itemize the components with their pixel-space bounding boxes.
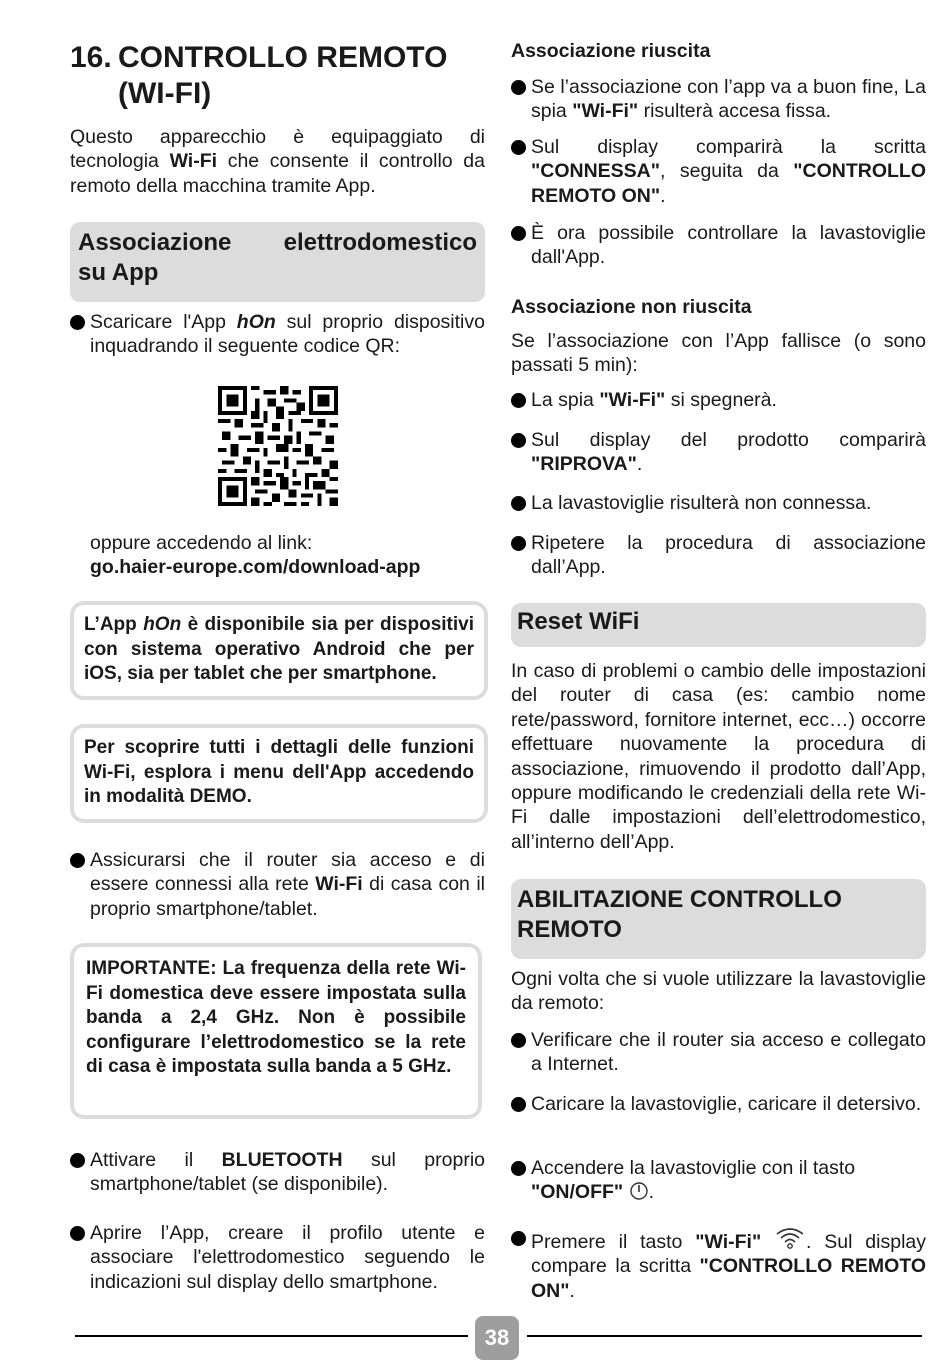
bullet-dot <box>511 1033 526 1048</box>
bullet-dot <box>70 1153 85 1168</box>
bullet-dot <box>70 315 85 330</box>
power-icon <box>629 1180 649 1202</box>
bullet-dot <box>511 226 526 241</box>
bullet-success-2: Sul display comparirà la scritta "CONNESSA", seguita da "CONTROLLO REMOTO ON". <box>511 135 926 208</box>
fail-intro: Se l’associazione con l’App fallisce (o sono passati 5 min): <box>511 330 926 377</box>
bullet-download-app: Scaricare l'App hOn sul proprio dispositivo inquadrando il seguente codice QR: <box>70 310 485 359</box>
footer-rule-right <box>527 1335 922 1337</box>
reset-wifi-heading: Reset WiFi <box>511 603 926 647</box>
bullet-enable-1: Verificare che il router sia acceso e collegato a Internet. <box>511 1028 926 1077</box>
title-line-2: (WI-FI) <box>118 77 212 110</box>
bullet-enable-4: Premere il tasto "Wi-Fi" . Sul display compare la scritta "CONTROLLO REMOTO ON". <box>511 1226 926 1303</box>
bullet-dot <box>511 140 526 155</box>
bullet-dot <box>70 853 85 868</box>
bullet-enable-3: Accendere la lavastoviglie con il tasto "ON/OFF" . <box>511 1156 926 1205</box>
bullet-fail-1: La spia "Wi-Fi" si spegnerà. <box>511 388 926 412</box>
bullet-open-app: Aprire l’App, creare il profilo utente e associare l'elettrodomestico seguendo le indicazioni sul display dello smartphone. <box>70 1221 485 1294</box>
download-link[interactable]: go.haier-europe.com/download-app <box>90 556 421 579</box>
bullet-dot <box>70 1226 85 1241</box>
bullet-success-1: Se l’associazione con l’app va a buon fine, La spia "Wi-Fi" risulterà accesa fissa. <box>511 75 926 124</box>
bullet-fail-3: La lavastoviglie risulterà non connessa. <box>511 491 926 515</box>
reset-wifi-paragraph: In caso di problemi o cambio delle impostazioni del router di casa (es: cambio nome rete/password, fornitore internet, ecc…) occorre effettuare nuovamente la procedura di associazione, rimuovendo il prodotto dall’App, oppure modificando le credenziali della rete Wi-Fi dalle impostazioni dell’elettrodomestico, all’interno dell’App. <box>511 660 926 853</box>
page-number: 38 <box>475 1316 519 1360</box>
wifi-icon <box>774 1226 806 1250</box>
bullet-dot <box>511 433 526 448</box>
bullet-fail-2: Sul display del prodotto comparirà "RIPROVA". <box>511 428 926 477</box>
bullet-fail-4: Ripetere la procedura di associazione dall’App. <box>511 531 926 580</box>
bullet-router: Assicurarsi che il router sia acceso e di essere connessi alla rete Wi-Fi di casa con il proprio smartphone/tablet. <box>70 848 485 921</box>
footer-rule-left <box>75 1335 468 1337</box>
fail-heading: Associazione non riuscita <box>511 296 752 318</box>
info-box-app-availability: L’App hOn è disponibile sia per dispositivi con sistema operativo Android che per iOS, sia per tablet che per smartphone. <box>70 601 488 700</box>
enable-intro: Ogni volta che si vuole utilizzare la lavastoviglie da remoto: <box>511 968 926 1015</box>
info-box-demo-mode: Per scoprire tutti i dettagli delle funzioni Wi-Fi, esplora i menu dell'App accedendo in modalità DEMO. <box>70 724 488 823</box>
download-link-block: oppure accedendo al link: go.haier-europe.com/download-app <box>90 531 485 580</box>
success-heading: Associazione riuscita <box>511 40 711 62</box>
bullet-bluetooth: Attivare il BLUETOOTH sul proprio smartphone/tablet (se disponibile). <box>70 1148 485 1197</box>
bullet-dot <box>511 80 526 95</box>
bullet-dot <box>511 1161 526 1176</box>
bullet-dot <box>511 1231 526 1246</box>
bullet-dot <box>511 496 526 511</box>
qr-code-icon[interactable] <box>218 386 338 506</box>
bullet-dot <box>511 1097 526 1112</box>
title-line-1: CONTROLLO REMOTO <box>118 41 448 74</box>
association-heading: Associazione elettrodomestico su App <box>70 222 485 302</box>
enable-remote-heading: ABILITAZIONE CONTROLLO REMOTO <box>511 879 926 959</box>
bullet-success-3: È ora possibile controllare la lavastoviglie dall'App. <box>511 221 926 270</box>
bullet-dot <box>511 393 526 408</box>
section-number: 16. <box>70 41 112 74</box>
important-box-frequency: IMPORTANTE: La frequenza della rete Wi-Fi domestica deve essere impostata sulla banda a 2,4 GHz. Non è possibile configurare l’elettrodomestico se la rete di casa è impostata sulla banda a 5 GHz. <box>70 943 482 1119</box>
intro-paragraph: Questo apparecchio è equipaggiato di tecnologia Wi-Fi che consente il controllo da remoto della macchina tramite App. <box>70 126 485 197</box>
bullet-dot <box>511 536 526 551</box>
bullet-enable-2: Caricare la lavastoviglie, caricare il detersivo. <box>511 1092 926 1116</box>
